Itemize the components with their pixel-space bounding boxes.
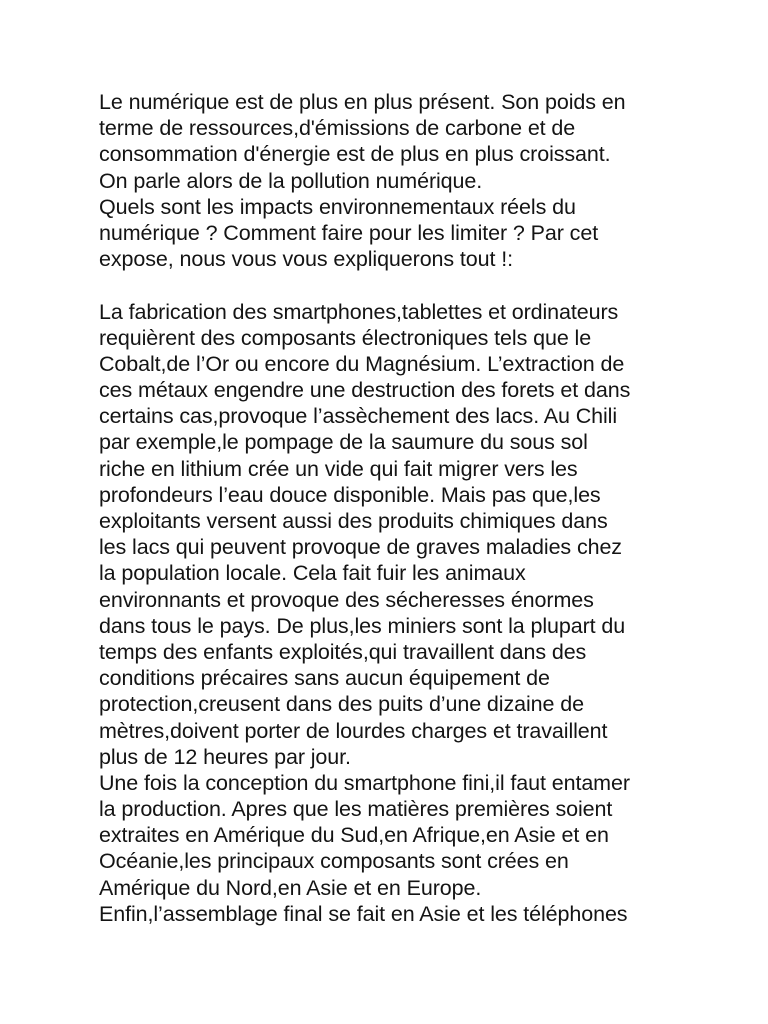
text-line: environnants et provoque des sécheresses énormes <box>99 587 594 612</box>
text-line: Amérique du Nord,en Asie et en Europe. <box>99 875 482 900</box>
text-line: Enfin,l’assemblage final se fait en Asie et les téléphones <box>99 901 628 926</box>
text-line: Quels sont les impacts environnementaux réels du <box>99 194 576 219</box>
text-line: la production. Apres que les matières premières soient <box>99 797 613 822</box>
text-line: exploitants versent aussi des produits chimiques dans <box>99 509 608 533</box>
text-line: consommation d'énergie est de plus en plus croissant. <box>99 142 611 167</box>
text-line: On parle alors de la pollution numérique. <box>99 168 483 193</box>
text-line: protection,creusent dans des puits d’une dizaine de <box>99 692 584 717</box>
text-line: Océanie,les principaux composants sont crées en <box>99 849 569 874</box>
text-line: expose, nous vous vous expliquerons tout !: <box>99 247 514 272</box>
text-line: riche en lithium crée un vide qui fait migrer vers les <box>99 456 578 481</box>
text-line: mètres,doivent porter de lourdes charges et travaillent <box>99 718 608 743</box>
text-line: Une fois la conception du smartphone fini,il faut entamer <box>99 770 630 795</box>
text-line: Le numérique est de plus en plus présent. Son poids en <box>99 90 626 114</box>
text-line: profondeurs l’eau douce disponible. Mais pas que,les <box>99 482 601 507</box>
text-line: certains cas,provoque l’assèchement des lacs. Au Chili <box>99 404 618 429</box>
text-line: plus de 12 heures par jour. <box>99 744 351 769</box>
text-line: la population locale. Cela fait fuir les animaux <box>99 561 526 586</box>
text-line: temps des enfants exploités,qui travaillent dans des <box>99 639 587 664</box>
paragraph-break <box>99 272 678 298</box>
text-line: conditions précaires sans aucun équipement de <box>99 666 550 691</box>
text-line: numérique ? Comment faire pour les limiter ? Par cet <box>99 220 599 245</box>
text-line: par exemple,le pompage de la saumure du sous sol <box>99 430 588 455</box>
text-line: Cobalt,de l’Or ou encore du Magnésium. L’extraction de <box>99 351 625 376</box>
text-line: La fabrication des smartphones,tablettes et ordinateurs <box>99 299 619 324</box>
text-line: extraites en Amérique du Sud,en Afrique,en Asie et en <box>99 823 609 848</box>
text-line: requièrent des composants électroniques tels que le <box>99 325 592 350</box>
text-line: terme de ressources,d'émissions de carbone et de <box>99 116 576 141</box>
text-line: les lacs qui peuvent provoque de graves maladies chez <box>99 535 622 560</box>
text-line: ces métaux engendre une destruction des forets et dans <box>99 378 631 403</box>
text-line: dans tous le pays. De plus,les miniers sont la plupart du <box>99 613 626 638</box>
